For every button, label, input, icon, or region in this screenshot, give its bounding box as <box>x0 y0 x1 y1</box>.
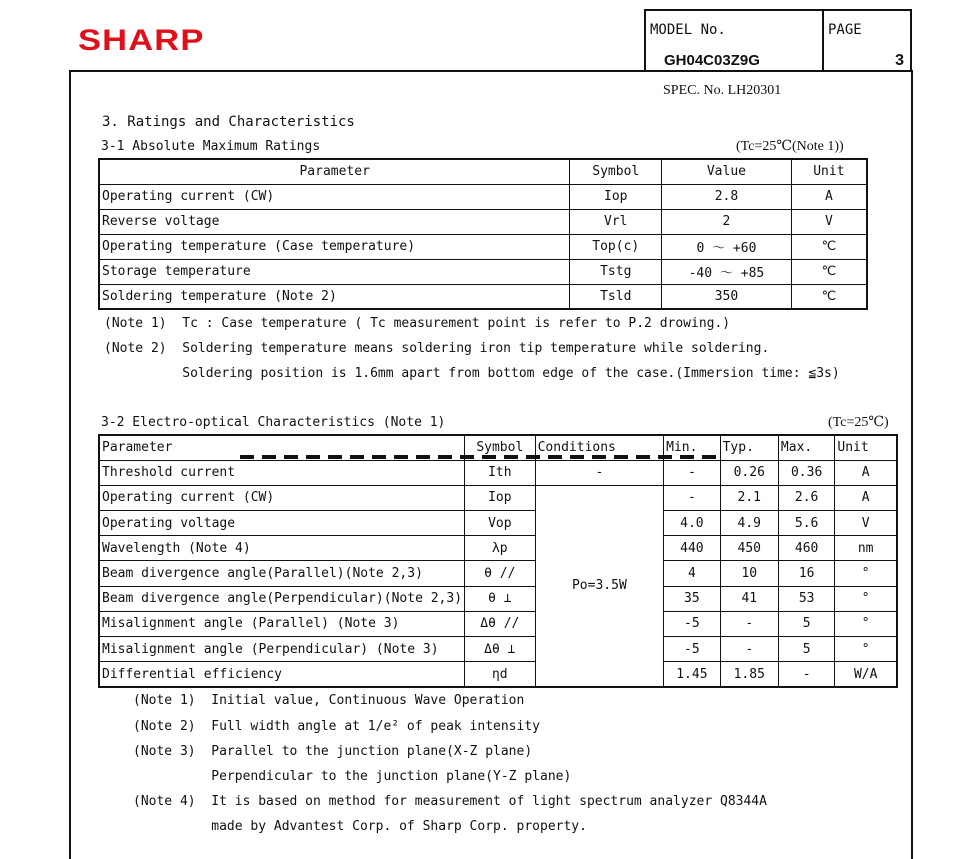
cell-unit: A <box>835 485 897 510</box>
frame-right-border <box>911 70 913 859</box>
cell-symbol: Δθ ⊥ <box>465 637 536 662</box>
cell-min: 4 <box>664 561 720 586</box>
cell-value: 2 <box>662 209 792 234</box>
electro-note-2: (Note 2) Full width angle at 1/e² of peak intensity <box>133 719 540 734</box>
cell-param: Storage temperature <box>99 259 570 284</box>
cell-conditions-merged: Po=3.5W <box>535 485 664 687</box>
col-header: Conditions <box>535 435 664 460</box>
cell-max: 5 <box>778 611 834 636</box>
abs-max-title: 3-1 Absolute Maximum Ratings <box>101 139 321 154</box>
cell-param: Threshold current <box>99 460 465 485</box>
cell-min: -5 <box>664 637 720 662</box>
cell-param: Reverse voltage <box>99 209 570 234</box>
page-label: PAGE <box>828 22 862 38</box>
cell-symbol: Tstg <box>570 259 662 284</box>
cell-param: Operating temperature (Case temperature) <box>99 234 570 259</box>
abs-max-condition: (Tc=25℃(Note 1)) <box>736 139 844 154</box>
cell-unit: ℃ <box>791 234 867 259</box>
cell-unit: W/A <box>835 662 897 687</box>
cell-typ: - <box>720 611 778 636</box>
cell-typ: 10 <box>720 561 778 586</box>
cell-unit: A <box>835 460 897 485</box>
cell-symbol: Tsld <box>570 284 662 309</box>
section-title: 3. Ratings and Characteristics <box>102 114 355 130</box>
col-header: Unit <box>791 159 867 184</box>
electro-note-3: (Note 3) Parallel to the junction plane(X-Z plane) <box>133 744 533 759</box>
cell-max: 16 <box>778 561 834 586</box>
electro-condition: (Tc=25℃) <box>828 415 889 430</box>
cell-unit: ° <box>835 586 897 611</box>
cell-min: 35 <box>664 586 720 611</box>
cell-symbol: Δθ // <box>465 611 536 636</box>
cell-param: Operating current (CW) <box>99 485 465 510</box>
cell-min: 1.45 <box>664 662 720 687</box>
cell-symbol: Vop <box>465 511 536 536</box>
col-header: Unit <box>835 435 897 460</box>
col-header: Max. <box>778 435 834 460</box>
cell-max: 5.6 <box>778 511 834 536</box>
cell-unit: A <box>791 184 867 209</box>
table-header-row <box>99 159 867 184</box>
cell-param: Operating voltage <box>99 511 465 536</box>
cell-symbol: Vrl <box>570 209 662 234</box>
cell-min: - <box>664 460 720 485</box>
scan-artifact-dashes <box>240 455 718 459</box>
col-header: Symbol <box>570 159 662 184</box>
cell-param: Misalignment angle (Perpendicular) (Note 3) <box>99 637 465 662</box>
cell-symbol: Iop <box>570 184 662 209</box>
frame-top-border <box>69 70 913 72</box>
cell-min: 4.0 <box>664 511 720 536</box>
cell-unit: nm <box>835 536 897 561</box>
table-row <box>99 284 867 309</box>
cell-max: 0.36 <box>778 460 834 485</box>
table-row <box>99 184 867 209</box>
cell-param: Wavelength (Note 4) <box>99 536 465 561</box>
cell-conditions: - <box>535 460 664 485</box>
cell-unit: V <box>791 209 867 234</box>
cell-unit: ° <box>835 637 897 662</box>
table-row <box>99 586 897 611</box>
cell-typ: - <box>720 637 778 662</box>
cell-symbol: Iop <box>465 485 536 510</box>
table-row <box>99 662 897 687</box>
electro-note-3-cont: Perpendicular to the junction plane(Y-Z plane) <box>133 769 572 784</box>
spec-number: SPEC. No. LH20301 <box>663 83 782 98</box>
cell-symbol: θ // <box>465 561 536 586</box>
sharp-logo: SHARP <box>78 24 205 57</box>
cell-param: Operating current (CW) <box>99 184 570 209</box>
cell-symbol: ηd <box>465 662 536 687</box>
abs-max-table <box>98 158 868 310</box>
cell-param: Differential efficiency <box>99 662 465 687</box>
model-value: GH04C03Z9G <box>664 52 760 69</box>
cell-min: 440 <box>664 536 720 561</box>
cell-unit: ℃ <box>791 284 867 309</box>
cell-symbol: Ith <box>465 460 536 485</box>
table-row <box>99 511 897 536</box>
table-row <box>99 611 897 636</box>
cell-unit: ° <box>835 561 897 586</box>
cell-max: 2.6 <box>778 485 834 510</box>
col-header: Symbol <box>465 435 536 460</box>
cell-param: Beam divergence angle(Parallel)(Note 2,3) <box>99 561 465 586</box>
cell-max: - <box>778 662 834 687</box>
table-row <box>99 259 867 284</box>
col-header: Typ. <box>720 435 778 460</box>
table-row <box>99 637 897 662</box>
table-row <box>99 536 897 561</box>
page-number-box <box>822 9 912 71</box>
electro-note-1: (Note 1) Initial value, Continuous Wave Operation <box>133 693 525 708</box>
table-row <box>99 234 867 259</box>
cell-value: 350 <box>662 284 792 309</box>
table-row <box>99 209 867 234</box>
cell-typ: 4.9 <box>720 511 778 536</box>
cell-param: Soldering temperature (Note 2) <box>99 284 570 309</box>
cell-value: -40 ～ +85 <box>662 259 792 284</box>
abs-note-2-cont: Soldering position is 1.6mm apart from bottom edge of the case.(Immersion time: ≦3s) <box>104 366 840 381</box>
cell-symbol: Top(c) <box>570 234 662 259</box>
table-row <box>99 460 897 485</box>
cell-max: 5 <box>778 637 834 662</box>
table-row <box>99 561 897 586</box>
cell-param: Misalignment angle (Parallel) (Note 3) <box>99 611 465 636</box>
cell-typ: 41 <box>720 586 778 611</box>
cell-symbol: θ ⊥ <box>465 586 536 611</box>
cell-typ: 2.1 <box>720 485 778 510</box>
frame-left-border <box>69 70 71 859</box>
col-header: Parameter <box>99 159 570 184</box>
electro-note-4-cont: made by Advantest Corp. of Sharp Corp. property. <box>133 819 587 834</box>
cell-param: Beam divergence angle(Perpendicular)(Note 2,3) <box>99 586 465 611</box>
cell-unit: ° <box>835 611 897 636</box>
electro-note-4: (Note 4) It is based on method for measurement of light spectrum analyzer Q8344A <box>133 794 767 809</box>
cell-max: 460 <box>778 536 834 561</box>
abs-note-1: (Note 1) Tc : Case temperature ( Tc measurement point is refer to P.2 drowing.) <box>104 316 731 331</box>
cell-min: -5 <box>664 611 720 636</box>
abs-note-2: (Note 2) Soldering temperature means soldering iron tip temperature while soldering. <box>104 341 770 356</box>
model-number-box <box>644 9 824 71</box>
cell-min: - <box>664 485 720 510</box>
cell-typ: 1.85 <box>720 662 778 687</box>
col-header: Parameter <box>99 435 465 460</box>
cell-symbol: λp <box>465 536 536 561</box>
model-label: MODEL No. <box>650 22 726 38</box>
cell-max: 53 <box>778 586 834 611</box>
cell-value: 2.8 <box>662 184 792 209</box>
page-value: 3 <box>895 52 904 69</box>
table-row <box>99 485 897 510</box>
cell-typ: 0.26 <box>720 460 778 485</box>
cell-unit: V <box>835 511 897 536</box>
electro-table <box>98 434 898 688</box>
cell-value: 0 ～ +60 <box>662 234 792 259</box>
cell-unit: ℃ <box>791 259 867 284</box>
col-header: Min. <box>664 435 720 460</box>
electro-title: 3-2 Electro-optical Characteristics (Note 1) <box>101 415 446 430</box>
col-header: Value <box>662 159 792 184</box>
cell-typ: 450 <box>720 536 778 561</box>
